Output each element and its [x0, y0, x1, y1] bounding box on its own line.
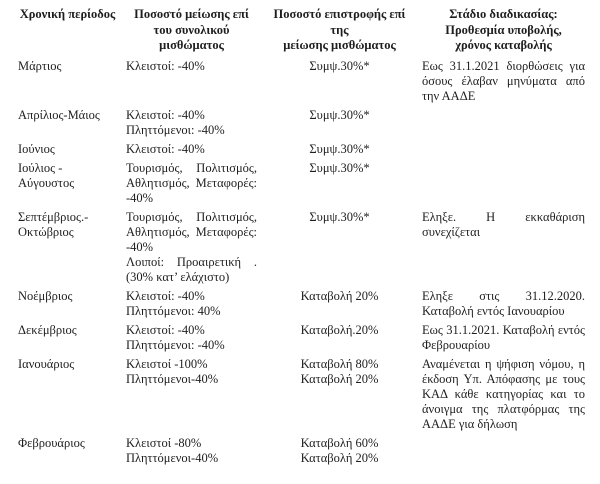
cell-refund-text: Καταβολή 20% — [300, 450, 379, 465]
cell-reduction — [126, 108, 266, 142]
cell-stage-text: Εληξε στις 31.12.2020. Καταβολή εντός Ιανουαρίου — [422, 288, 585, 318]
cell-stage — [422, 161, 594, 210]
cell-refund-text: Συμψ.30%* — [309, 160, 370, 175]
cell-refund — [266, 289, 422, 323]
cell-period-text: Δεκέμβριος — [18, 322, 77, 337]
cell-reduction — [126, 357, 266, 436]
cell-refund-text: Καταβολή 60% — [300, 435, 379, 450]
cell-reduction — [126, 436, 266, 470]
rent-reduction-table — [18, 7, 594, 470]
header-reduction — [126, 7, 266, 59]
cell-reduction-text: Πληττόμενοι: -40% — [126, 337, 225, 352]
cell-refund-text: Συμψ.30%* — [309, 58, 370, 73]
cell-reduction-text: Κλειστοί: -40% — [126, 58, 205, 73]
cell-refund-text: Συμψ.30%* — [309, 107, 370, 122]
cell-refund-text: Καταβολή 80% — [300, 356, 379, 371]
cell-refund — [266, 323, 422, 357]
header-line: Προθεσμία υποβολής, — [445, 22, 562, 37]
cell-stage — [422, 108, 594, 142]
cell-refund-text: Καταβολή.20% — [300, 322, 379, 337]
table-row — [18, 357, 594, 436]
header-line: του συνολικού — [153, 22, 230, 37]
cell-period — [18, 108, 126, 142]
cell-stage — [422, 142, 594, 161]
cell-period-text: Ιούλιος - Αύγουστος — [18, 160, 75, 190]
cell-reduction-text: Τουρισμός, Πολιτισμός, Αθλητισμός, Μεταφορές: -40% — [126, 209, 257, 254]
cell-period — [18, 59, 126, 108]
table-row — [18, 323, 594, 357]
cell-refund — [266, 161, 422, 210]
cell-period — [18, 142, 126, 161]
cell-stage — [422, 436, 594, 470]
table-header — [18, 7, 594, 59]
table-body — [18, 59, 594, 470]
cell-reduction-text: Κλειστοί: -40% — [126, 322, 205, 337]
table-row — [18, 210, 594, 289]
cell-reduction-text: Πληττόμενοι: 40% — [126, 303, 221, 318]
header-refund — [266, 7, 422, 59]
cell-period — [18, 436, 126, 470]
header-line: χρόνος καταβολής — [455, 38, 552, 52]
cell-reduction — [126, 210, 266, 289]
cell-period-text: Απρίλιος-Μάιος — [18, 107, 100, 122]
header-line: Ποσοστό επιστροφής επί της — [273, 7, 406, 37]
cell-period-text: Φεβρουάριος — [18, 435, 85, 450]
cell-reduction-text: Κλειστοί: -40% — [126, 107, 205, 122]
cell-period-text: Μάρτιος — [18, 58, 62, 73]
cell-refund — [266, 436, 422, 470]
cell-stage — [422, 357, 594, 436]
header-line: Ποσοστό μείωσης επί — [134, 7, 249, 21]
cell-reduction-text: Πληττόμενοι: -40% — [126, 122, 225, 137]
cell-stage — [422, 289, 594, 323]
cell-stage-text: Εληξε. Η εκκαθάριση συνεχίζεται — [422, 209, 585, 239]
cell-period — [18, 323, 126, 357]
cell-reduction — [126, 323, 266, 357]
cell-reduction-text: Πληττόμενοι-40% — [126, 450, 219, 465]
table-row — [18, 142, 594, 161]
header-line: Χρονική περίοδος — [19, 7, 116, 21]
cell-reduction — [126, 59, 266, 108]
cell-reduction — [126, 161, 266, 210]
header-line: μισθώματος — [159, 38, 224, 52]
cell-refund-text: Καταβολή 20% — [300, 288, 379, 303]
cell-period-text: Νοέμβριος — [18, 288, 73, 303]
cell-refund — [266, 108, 422, 142]
cell-period — [18, 210, 126, 289]
header-line: Στάδιο διαδικασίας: — [449, 7, 558, 21]
table-header-row — [18, 7, 594, 59]
cell-stage-text: Εως 31.1.2021. Καταβολή εντός Φεβρουαρίου — [422, 322, 585, 352]
table-row — [18, 108, 594, 142]
cell-stage — [422, 323, 594, 357]
table-row — [18, 289, 594, 323]
cell-reduction-text: Κλειστοί -100% — [126, 356, 208, 371]
cell-reduction-text: Τουρισμός, Πολιτισμός, Αθλητισμός, Μεταφορές: -40% — [126, 160, 257, 205]
cell-refund — [266, 210, 422, 289]
header-stage — [422, 7, 594, 59]
cell-refund — [266, 59, 422, 108]
cell-refund-text: Συμψ.30%* — [309, 141, 370, 156]
cell-reduction-text: Λοιποί: Προαιρετική . (30% κατ’ ελάχιστο) — [126, 254, 257, 284]
cell-refund — [266, 357, 422, 436]
cell-refund — [266, 142, 422, 161]
header-line: μείωσης μισθώματος — [283, 38, 396, 52]
cell-reduction-text: Πληττόμενοι-40% — [126, 371, 219, 386]
cell-reduction-text: Κλειστοί: -40% — [126, 141, 205, 156]
cell-period — [18, 161, 126, 210]
cell-period — [18, 357, 126, 436]
cell-period — [18, 289, 126, 323]
cell-reduction-text: Κλειστοί: -40% — [126, 288, 205, 303]
cell-period-text: Ιούνιος — [18, 141, 55, 156]
cell-refund-text: Καταβολή 20% — [300, 371, 379, 386]
cell-stage — [422, 59, 594, 108]
cell-stage-text: Αναμένεται η ψήφιση νόμου, η έκδοση Υπ. Απόφασης με τους ΚΑΔ κάθε κατηγορίας και το άνοιγμα της πλατφόρμας της ΑΑΔΕ για δήλωση — [422, 356, 585, 431]
table-row — [18, 436, 594, 470]
cell-period-text: Ιανουάριος — [18, 356, 75, 371]
header-period — [18, 7, 126, 59]
cell-reduction-text: Κλειστοί -80% — [126, 435, 202, 450]
cell-refund-text: Συμψ.30%* — [309, 209, 370, 224]
cell-stage — [422, 210, 594, 289]
table-row — [18, 161, 594, 210]
cell-stage-text: Εως 31.1.2021 διορθώσεις για όσους έλαβαν μηνύματα από την ΑΑΔΕ — [422, 58, 585, 103]
cell-period-text: Οκτώβριος — [18, 224, 74, 239]
cell-reduction — [126, 289, 266, 323]
cell-reduction — [126, 142, 266, 161]
table-row — [18, 59, 594, 108]
cell-period-text: Σεπτέμβριος.- — [18, 209, 89, 224]
